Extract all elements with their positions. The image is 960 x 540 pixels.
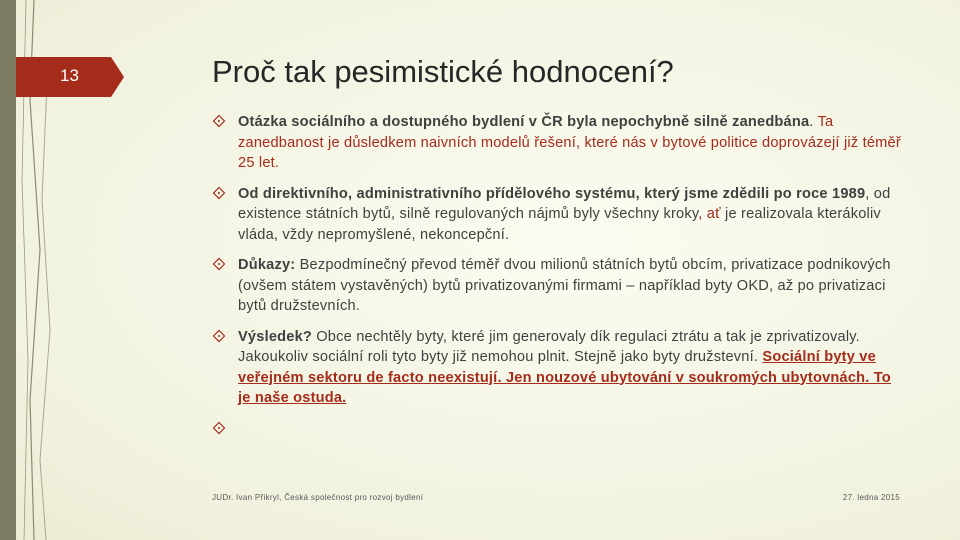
bullet-bold-text: Otázka sociálního a dostupného bydlení v ČR byla nepochybně silně zanedbána <box>238 114 810 130</box>
bullet-text: Bezpodmínečný převod téměř dvou milionů státních bytů obcím, privatizace podnikových (ovšem státem vystavěných) bytů privatizovanými firmami – například byty OKD, až po privatizaci bytů družstevních. <box>238 257 891 314</box>
diamond-bullet-icon <box>212 329 226 343</box>
bullet-item <box>212 327 902 409</box>
bullet-text: , od existence státních bytů, silně regulovaných nájmů byly všechny kroky <box>238 185 891 222</box>
bullet-red-underlined-text: Sociální byty ve veřejném sektoru de facto neexistují. Jen nouzové ubytování v soukromých ubytovnách. To je naše ostuda. <box>238 349 891 406</box>
bullet-item <box>212 255 902 317</box>
diamond-bullet-icon <box>212 114 226 128</box>
diamond-bullet-icon <box>212 186 226 200</box>
bullet-text: Obce nechtěly byty, které jim generovaly dík regulaci ztrátu a tak je zprivatizovaly. Jakoukoliv sociální roli tyto byty již nemohou plnit. Stejně jako byty družstevní. <box>238 328 860 365</box>
bullet-bold-text: Výsledek? <box>238 328 312 345</box>
slide-number: 13 <box>60 66 79 85</box>
diamond-bullet-icon <box>212 257 226 271</box>
footer-date: 27. ledna 2015 <box>842 493 900 502</box>
bullet-item-empty <box>212 419 902 439</box>
bullet-item <box>212 184 902 246</box>
bullet-red-text: Ta zanedbanost je důsledkem naivních modelů řešení, které nás v bytové politice doprovázejí již téměř 25 let. <box>238 114 901 171</box>
bullet-bold-text: Od direktivního, administrativního přídělového systému, který jsme zdědili po roce 1989 <box>238 185 866 202</box>
bullet-red-text: , ať <box>698 206 721 222</box>
bullet-text: . <box>809 114 814 130</box>
slide-title: Proč tak pesimistické hodnocení? <box>212 54 674 89</box>
bullet-list <box>212 112 902 439</box>
diamond-bullet-icon <box>212 421 226 435</box>
bullet-text: je realizovala kterákoliv vláda, vždy nepromyšlené, nekoncepční. <box>238 206 881 243</box>
footer-author: JUDr. Ivan Přikryl, Česká společnost pro rozvoj bydlení <box>212 493 424 502</box>
bullet-bold-text: Důkazy: <box>238 257 296 273</box>
bullet-item <box>212 112 902 174</box>
